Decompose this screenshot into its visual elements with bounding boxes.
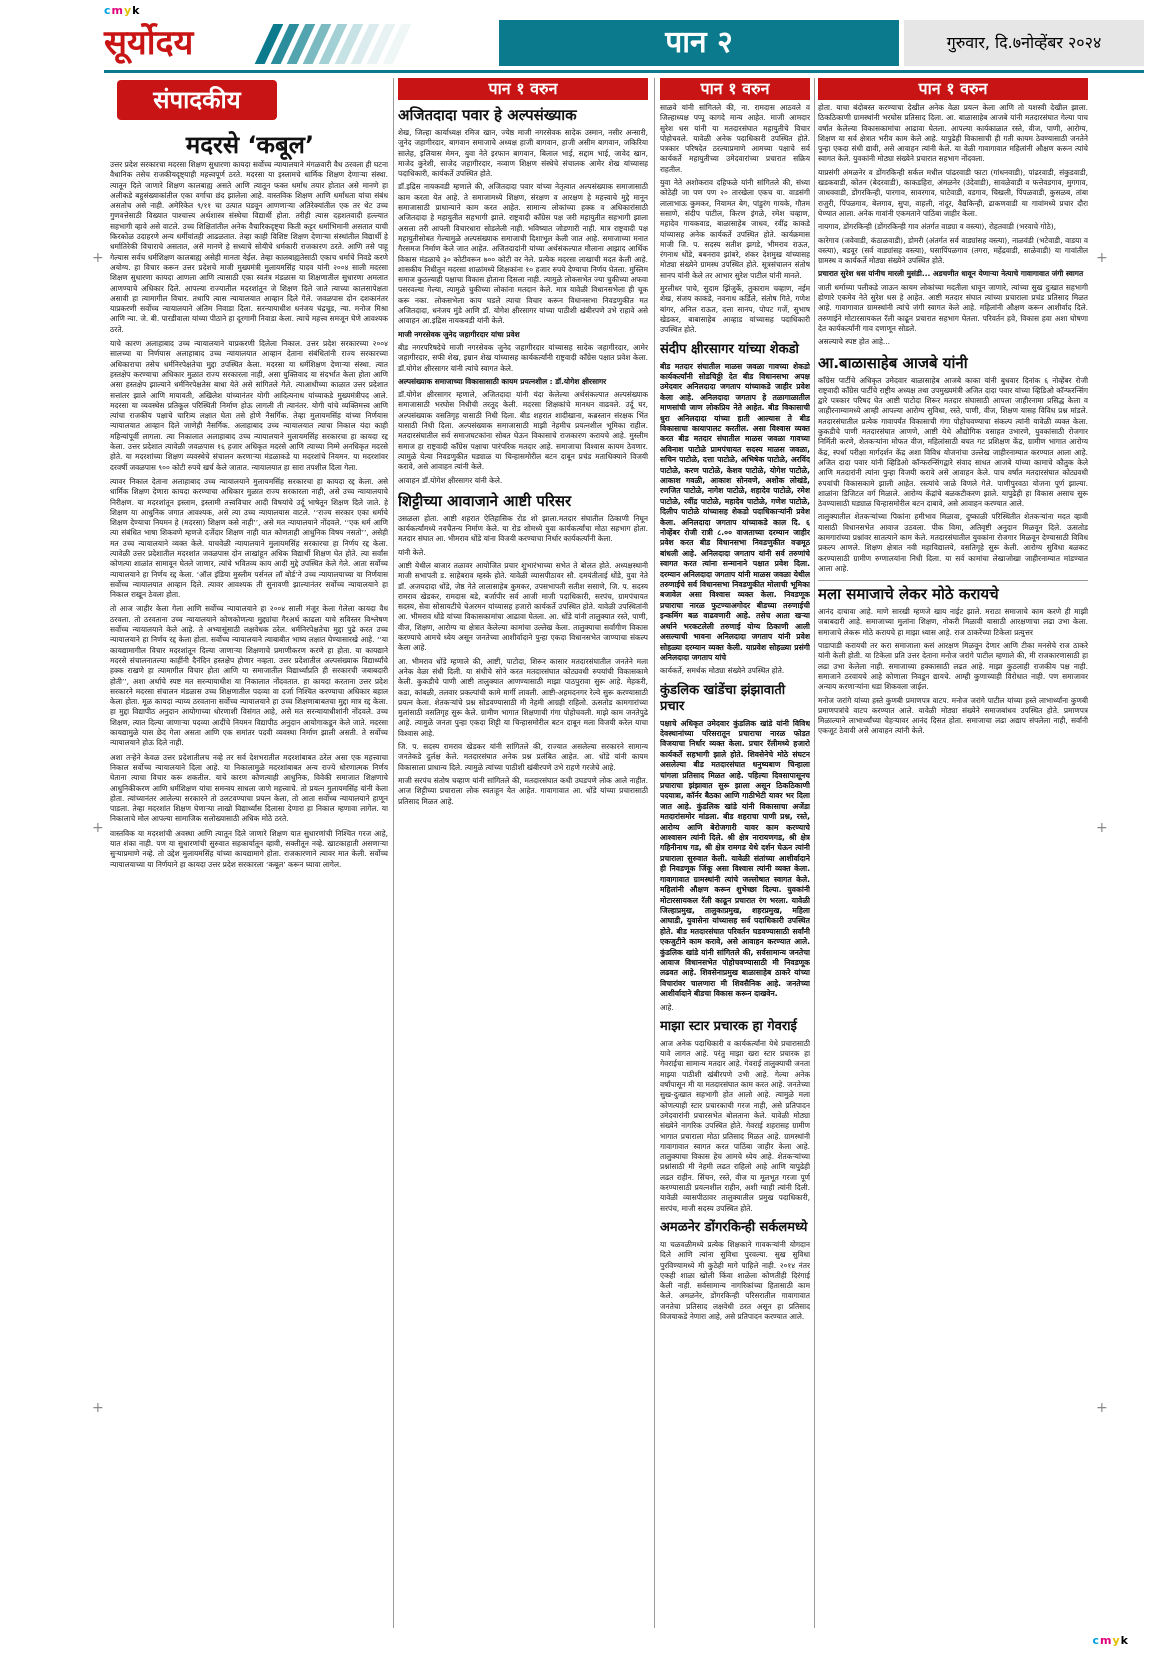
article-paragraph: कार्यकर्ते, समर्थक मोठ्या संख्येने उपस्थित होते.: [660, 666, 785, 676]
article-paragraph: आनंद दाचावा आहे. माणे सारखी म्हणजे खाय नाईट झाले. मराठा समाजाचे काम करणे ही माझी जबाबदारी आहे. समाजाच्या मुलांना शिक्षण, नोकरी मिळावी यासाठी आरक्षणाचा लढा उभा केला. समाजाचे लेकरू मोठे करायचे हा माझा ध्यास आहे. राज ठाकरेंच्या टिकेला प्रत्युत्तर: [818, 607, 1088, 637]
column-divider: [393, 78, 394, 1628]
column-continued-1: [398, 78, 648, 1630]
article-paragraph: साळवे यांनी सांगितले की, ना. रामदास आठवले व जिल्हाध्यक्ष पप्पू कागदे मान्य आहेत. माजी आमदार सुरेश धस यांनी या मतदारसंघात महायुतीचे विचार पोहोचवले. यावेळी अनेक पदाधिकारी उपस्थित होते. पत्रकार परिषदेत ठरल्याप्रमाणे आमच्या पक्षाचे सर्व कार्यकर्ते महायुतीच्या उमेदवारांच्या प्रचारात सक्रिय राहतील.: [660, 103, 810, 174]
article-paragraph: कारेगाव (जवेवाडी, कंठाळवाडी), डोमरी (अंतर्गत सर्व वाड्यांसह वस्त्या), नाळवंडी (भटेवाडी, वाडया व वस्त्या), बडवूर (सर्व वाड्यांसह वस्त्या), घसापिंपळगाव (तगरा, महेंद्रवाडी, साळेवाडी) या गावांतील ग्रामस्थ व कार्यकर्ते मोठ्या संख्येने उपस्थित होते.: [818, 235, 1088, 266]
continued-banner: पान १ वरुन: [818, 78, 1088, 100]
column-continued-2-content: [660, 78, 810, 1630]
article-paragraph: मुरलीधर पाचे, सुदाम झिंजुर्के, तुकाराम चव्हाण, नईम शेख, संजय काकडे, नवनाथ कर्डिले, संतोष गिते, गणेश बांगर, अनिल राऊत, दत्ता सानप, पोपट गर्जे, सुभाष खेडकर, बाबासाहेब आव्हाड यांच्यासह पदाधिकारी उपस्थित होते.: [660, 284, 810, 335]
article-paragraph: तालुक्यातील शेतकऱ्यांच्या पिकांना हमीभाव मिळावा, दुष्काळी परिस्थितीत शेतकऱ्यांना मदत व्हावी यासाठी विधानसभेत आवाज उठवला. पीक विमा, अतिवृष्टी अनुदान मिळवून दिले. ऊसतोड कामगारांच्या प्रश्नांवर सातत्याने काम केले. मतदारसंघातील युवकांना रोजगार मिळवून देण्यासाठी विविध प्रकल्प आणले. शिक्षण क्षेत्रात नवी महाविद्यालये, वसतिगृहे सुरू केली. आरोग्य सुविधा बळकट करण्यासाठी ग्रामीण रुग्णालयांना निधी दिला. या सर्व कामांचा लेखाजोखा जाहीरनाम्यात मांडण्यात आला आहे.: [818, 512, 1088, 573]
article-headline: माझा स्टार प्रचारक हा गेवराई: [660, 1018, 797, 1034]
editorial-paragraph: तो आज जाहीर केला गेला आणि सर्वोच्च न्यायालयाने हा २००४ साली मंजूर केला गेलेला कायदा वैध ठरवला. तो ठरवताना उच्च न्यायालयाने कोणकोणत्या मुद्द्यांचा गैरअर्थ काढला याचे सविस्तर विश्लेषण सर्वोच्च न्यायालयाने केले आहे. ते अभ्यासूंसाठी लक्षवेधक ठरेल. धर्मनिरपेक्षतेचा मुद्दा पुढे करत उच्च न्यायालयाने हा निर्णय रद्द केला होता. सर्वोच्च न्यायालयाने त्याबाबीत भाष्य लक्षात घेण्यासारखे आहे. ‘‘या कायद्यामागील विचार मदरशांतून दिल्या जाणाऱ्या शिक्षणाचे प्रमाणीकरण करणे हा होता. या कायद्याने मदरसे संचालनातल्या काहींनी दैनंदिन हस्तक्षेप होणार नव्हता. उत्तर प्रदेशातील अल्पसंख्याक विद्यार्थ्यांचे हक्क राखणे हा त्यामागील विचार होता आणि या समाजातील विद्यार्थ्यांप्रति ही सरकारची जबाबदारी होती’’, अशा अर्थाचे स्पष्ट मत सरन्यायाधीश या निकालात नोंदवतात. हा कायदा करताना उत्तर प्रदेश सरकारने मदरसा संचालन मंडळास उच्च शिक्षणातील पदव्या वा दर्जा निश्चित करण्याचा अधिकार बहाल केला होता. मूळ कायदा न्याय्य ठरवताना सर्वोच्च न्यायालयाने हा उच्च शिक्षणाबाबतचा मुद्दा मात्र रद्द केला. हा मुद्दा विद्यापीठ अनुदान आयोगाच्या धोरणाशी विसंगत आहे, असे मत सरन्यायाधीशांनी नोंदवले. उच्च शिक्षण, त्यात दिल्या जाणाऱ्या पदव्या आदींचे नियमन विद्यापीठ अनुदान आयोगाकडून केले जाते. मदरसा कायद्यामुळे यास छेद गेला असता आणि एक समांतर पदवी व्यवस्था निर्माण झाली असती. ते सर्वोच्च न्यायालयाने होऊ दिले नाही.: [110, 604, 388, 748]
article-paragraph: आष्टी येथील बाजार तळावर आयोजित प्रचार शुभारंभाच्या सभेत ते बोलत होते. अध्यक्षस्थानी माजी सभापती ड. साहेबराव म्हस्के होते. यावेळी व्यासपीठावर सौ. दमयंतीताई धोंडे, युवा नेते डॉ. अजयदादा धोंडे, जेष्ठ नेते लालासाहेब कुमकर, उपसभापती सतीश ससाणे, जि. प. सदस्य रामराव खेडकर, रामदास बडे, बर्जापीर सर्व आजी माजी पदाधिकारी, सरपंच, ग्रामपंचायत सदस्य, सेवा सोसायटीचे चेअरमन यांच्यासह हजारो कार्यकर्ते उपस्थित होते. यावेळी उपस्थितांनी आ. भीमराव धोंडे यांच्या विकासकामांचा आढावा घेतला. आ. धोंडे यांनी तालुक्यात रस्ते, पाणी, वीज, शिक्षण, आरोग्य या क्षेत्रात केलेल्या कामांचा उल्लेख केला. तालुक्याचा सर्वांगीण विकास करण्याचे आमचे ध्येय असून जनतेच्या आशीर्वादाने पुन्हा एकदा विधानसभेत जाण्याचा संकल्प केला आहे.: [398, 560, 648, 653]
article-paragraph: या चळवळीमध्ये प्रत्येक शिक्षकाने गावकऱ्यांनी योगदान दिले आणि त्यांना सुविधा पुरवल्या. सुख सुविधा पुरविण्यामध्ये मी कुठेही मागे पाहिले नाही. २०१४ नंतर एकही शाळा खोली किंवा शाळेला कोणतीही दिरंगाई केली नाही. सर्वसामान्य नागरिकांच्या हितासाठी काम केले. अमळनेर, डोंगरकिन्ही परिसरातील गावागावात जनतेचा प्रतिसाद लक्षवेधी ठरत असून हा प्रतिसाद विजयाकडे नेणारा आहे, असे प्रतिपादन करण्यात आले.: [660, 1239, 810, 1321]
article-headline: संदीप क्षीरसागर यांच्या शेकडो: [660, 341, 799, 357]
article-subheading: प्रचारात सुरेश धस यांनीच मारली मुसंडी... अडचणीत धावून येणाऱ्या नेत्याचे गावागावात जंगी स्वागत: [818, 269, 1084, 279]
registration-mark-icon: +: [92, 820, 104, 836]
column-divider: [654, 78, 655, 1628]
masthead: [104, 20, 1144, 68]
article-paragraph: काँग्रेस पार्टीचे अधिकृत उमेदवार बाळासाहेब आजबे काका यांनी बुधवार दिनांक ६ नोव्हेंबर रोजी राष्ट्रवादी काँग्रेस पार्टीचे राष्ट्रीय अध्यक्ष तथा उपमुख्यमंत्री अजित दादा पवार यांच्या व्हिडिओ कॉन्फरन्सिंग द्वारे पत्रकार परिषद घेत आष्टी पाटोदा शिरूर मतदार संघासाठी आपला जाहीरनामा प्रसिद्ध केला व जाहीरनाम्यामध्ये आम्ही आपल्या आरोग्य सुविधा, रस्ते, पाणी, वीज, शिक्षण यासह विविध प्रश्न मांडले. मतदारसंघातील प्रत्येक गावापर्यंत विकासाची गंगा पोहोचवण्याचा संकल्प त्यांनी यावेळी व्यक्त केला. कुकडीचे पाणी मतदारसंघात आणणे, आष्टी येथे औद्योगिक वसाहत उभारणे, युवकांसाठी रोजगार निर्मिती करणे, शेतकऱ्यांना मोफत वीज, महिलांसाठी बचत गट प्रशिक्षण केंद्र, ग्रामीण भागात आरोग्य केंद्र, स्पर्धा परीक्षा मार्गदर्शन केंद्र अशा विविध योजनांचा उल्लेख जाहीरनाम्यात करण्यात आला आहे. अजित दादा पवार यांनी व्हिडिओ कॉन्फरन्सिंगद्वारे संवाद साधत आजबे यांच्या कामाचे कौतुक केले आणि मतदारांनी त्यांना पुन्हा विजयी करावे असे आवाहन केले. पाच वर्षांत मतदारसंघात कोट्यवधी रुपयांची विकासकामे झाली आहेत. रस्त्यांचे जाळे विणले गेले. पाणीपुरवठा योजना पूर्ण झाल्या. शाळांना डिजिटल वर्ग मिळाले. आरोग्य केंद्रांचे बळकटीकरण झाले. यापुढेही हा विकास असाच सुरू ठेवण्यासाठी घड्याळ चिन्हासमोरील बटन दाबावे, असे आवाहन करण्यात आले.: [818, 375, 1088, 509]
article-paragraph: आज अनेक पदाधिकारी व कार्यकर्त्यांना येथे प्रचारासाठी यावे लागत आहे. परंतु माझा खरा स्टार प्रचारक हा गेवराईचा सामान्य मतदार आहे. गेवराई तालुक्याची जनता माझ्या पाठीशी खंबीरपणे उभी आहे. गेल्या अनेक वर्षांपासून मी या मतदारसंघात काम करत आहे. जनतेच्या सुख-दुःखात सहभागी होत आलो आहे. त्यामुळे मला कोणत्याही स्टार प्रचारकाची गरज नाही, असे प्रतिपादन उमेदवारांनी प्रचारसभेत बोलताना केले. यावेळी मोठ्या संख्येने नागरिक उपस्थित होते. गेवराई शहरासह ग्रामीण भागात प्रचाराला मोठा प्रतिसाद मिळत आहे. ग्रामस्थांनी गावागावात स्वागत करत पाठिंबा जाहीर केला आहे. तालुक्याचा विकास हेच आमचे ध्येय आहे. शेतकऱ्यांच्या प्रश्नांसाठी मी नेहमी लढत राहिलो आहे आणि यापुढेही लढत राहीन. सिंचन, रस्ते, वीज या मूलभूत गरजा पूर्ण करण्यासाठी प्रयत्नशील राहीन, अशी ग्वाही त्यांनी दिली. यावेळी व्यासपीठावर तालुक्यातील प्रमुख पदाधिकारी, सरपंच, माजी सदस्य उपस्थित होते.: [660, 1038, 810, 1213]
column-continued-3: [818, 78, 1088, 1630]
article-headline: अमळनेर डोंगरकिन्ही सर्कलमध्ये: [660, 1219, 808, 1235]
registration-mark-icon: +: [1096, 1400, 1108, 1416]
decorative-stripes: [254, 24, 494, 64]
article-paragraph: युवा नेते अशोकराव दहिफळे यांनी सांगितले की, संध्या कोठेही जा पण पण २० तारखेला एकच या. वाडसंगी लालाभाऊ कुमकर, नियामत बेग, पांडुरंग गायके, गौतम ससाणे, संदीप पाटील, किरण इंगळे, रमेश चव्हाण, महादेव गायकवाड, बाळासाहेब जाधव, रवींद्र काकडे यांच्यासह अनेक कार्यकर्ते उपस्थित होते. कार्यक्रमास माजी जि. प. सदस्य सतीश झगडे, भीमराव राऊत, रंगनाथ धोंडे, बबनराव झांबरे, शंकर देशमुख यांच्यासह मोठ्या संख्येने ग्रामस्थ उपस्थित होते. सूत्रसंचालन संतोष सानप यांनी केले तर आभार सुरेश पाटील यांनी मानले.: [660, 178, 810, 280]
article-lead-paragraph: बीड मतदार संघातील माळस जवळा गावच्या शेकडो कार्यकर्त्यांनी सोडचिठ्ठी देत बीड विधानसभा अपक्ष उमेदवार अनिलदादा जगताप यांच्याकडे जाहीर प्रवेश केला आहे. अनिलदादा जगताप हे तळागाळातील माणसांची जाण लोकप्रिय नेते आहेत. बीड विकासाची धुरा अनिलदादा यांच्या हाती आल्यास ते बीड विकासाचा कायापालट करतील. असा विश्वास व्यक्त करत बीड मतदार संघातील माळस जवळा गावच्या अविनाश पाटोळे प्रामपंचायत सदस्य माळस जवळा, सचिन पाटोळे, दत्ता पाटोळे, अभिषेक पाटोळे, अरविंद पाटोळे, करण पाटोळे, केशव पाटोळे, योगेश पाटोळे, आकाश गवळी, आकाश सोनवणे, अशोक लोखंडे, रणजित पाटोळे, नागेश पाटोळे, शहादेव पाटोळे, रमेश पाटोळे, रवींद्र पाटोळे, महादेव पाटोळे, गणेश पाटोळे, दिलीप पाटोळे यांच्यासह शेकडो पदाधिकाऱ्यांनी प्रवेश केला. अनिलदादा जगताप यांच्याकडे काल दि. ६ नोव्हेंबर रोजी रात्री ८.०० वाजताच्या दरम्यान जाहीर प्रवेश करत बीड विधानसभा निवडणुकीत वज्रमूठ बांधली आहे. अनिलदादा जगताप यांनी सर्व तरुणांचे स्वागत करत त्यांना सन्मानाने पक्षात प्रवेश दिला. दरम्यान अनिलदादा जगताप यांनी माळस जवळा येथील तरुणाईचे सर्व विधानसभा निवडणुकीत मोलाची भूमिका बजावेल असा विश्वास व्यक्त केला. निवडणूक प्रचाराचा नारळ फुटण्याअगोदर बीडच्या तरुणाईची इन्कमिंग बळ वाढवणारी आहे. तसेच आता खऱ्या अर्थाने भरकटलेली तरुणाई योग्य ठिकाणी आली असल्याची भावना अनिलदादा जगताप यांनी प्रवेश सोहळ्या दरम्यान व्यक्त केली. याप्रवेश सोहळ्या प्रसंगी अनिलदादा जगताप यांचे: [660, 361, 810, 662]
editorial-paragraph: वास्तविक या मदरशांची अवस्था आणि त्यातून दिले जाणारे शिक्षण यात सुधारणांची निश्चित गरज आहे, यात शंका नाही. पण या सुधारणांची सुरुवात सहकार्यातून व्हावी, सक्तीतून नव्हे. खाटकाहाती असणाऱ्या सुऱ्याप्रमाणे नव्हे. तो उद्देश मुलायमसिंह यांच्या कायद्यामागे होता. राजकारणाने त्यावर मात केली. सर्वोच्च न्यायालयाच्या या निर्णयाने हा कायदा उत्तर प्रदेश सरकारला ‘कबूल’ करून घ्यावा लागेल.: [110, 828, 388, 869]
article-subheading: अल्पसंख्याक समाजाच्या विकासासाठी कायम प्रयत्नशील : डॉ.योगेश क्षीरसागर: [398, 376, 607, 386]
continued-banner: पान १ वरुन: [660, 78, 810, 100]
editorial-paragraph: त्यावर निकाल देताना अलाहाबाद उच्च न्यायालयाने मुलायमसिंह सरकारचा हा कायदा रद्द केला. असे धार्मिक शिक्षण देणारा कायदा करण्याचा अधिकार मुळात राज्य सरकारला नाही, असे उच्च न्यायालयाचे निरीक्षण. या मदरशांतून इस्लाम, इस्लामी तत्त्वविचार आदी विषयांचे उर्दू भाषेतून शिक्षण दिले जाते. हे शिक्षण या आधुनिक जगात आवश्यक, असे त्या उच्च न्यायालयास वाटले. ‘‘राज्य सरकार एका धर्माचे शिक्षण देण्याचा नियमन हे (मदरसा) शिक्षण कसे नाही’’, असे मत न्यायालयाने नोंदवले. ‘‘एक धर्म आणि त्या संबंधित भाषा शिकवणे म्हणजे दर्जेदार शिक्षण नाही यात कोणताही आधुनिक विषय नसतो’’, असेही मत उच्च न्यायालयाने व्यक्त केले. याचवेळी न्यायालयाने मुलायमसिंह सरकारचा हा निर्णय रद्द केला. त्यावेळी उत्तर प्रदेशातील मदरशांत जवळपास दोन लाखांहून अधिक विद्यार्थी शिक्षण घेत होते. त्या सर्वांस कोणत्या शाळांत सामावून घेतले जाणार, त्यांचे भवितव्य काय आदी मुद्दे उपस्थित केले गेले. आता सर्वोच्च न्यायालयाने हा निर्णय रद्द केला. ‘ऑल इंडिया मुस्लीम पर्सनल लॉ बोर्ड’ने उच्च न्यायालयाच्या या निर्णयास सर्वोच्च न्यायालयात आव्हान दिले. त्यावर आवश्यक ती सुनावणी झाल्यानंतर सर्वोच्च न्यायालयाने हा निकाल राखून ठेवला होता.: [110, 476, 388, 600]
article-paragraph: यांनी केले.: [398, 547, 426, 557]
column-divider: [814, 78, 815, 1628]
article-paragraph: मनोज जरांगे यांच्या हस्ते कुणबी प्रमाणपत्र वाटप. मनोज जरांगे पाटील यांच्या हस्ते लाभार्थ्यांना कुणबी प्रमाणपत्रांचे वाटप करण्यात आले. यावेळी मोठ्या संख्येने समाजबांधव उपस्थित होते. प्रमाणपत्र मिळाल्याने लाभार्थ्यांच्या चेहऱ्यावर आनंद दिसत होता. समाजाचा लढा अद्याप संपलेला नाही, सर्वांनी एकजूट ठेवावी असे आवाहन त्यांनी केले.: [818, 695, 1088, 736]
article-paragraph: आ. भीमराव धोंडे म्हणाले की, आष्टी, पाटोदा, शिरूर कासार मतदारसंघातील जनतेने मला अनेक वेळा संधी दिली. या संधीचे सोने करत मतदारसंघात कोट्यवधी रुपयांची विकासकामे केली. कुकडीचे पाणी आष्टी तालुक्यात आणण्यासाठी माझा पाठपुरावा सुरू आहे. मेहकरी, कडा, कांबळी, तलवार प्रकल्पांची कामे मार्गी लावली. आष्टी-अहमदनगर रेल्वे सुरू करण्यासाठी प्रयत्न केला. शेतकऱ्यांचे प्रश्न सोडवण्यासाठी मी नेहमी आग्रही राहिलो. ऊसतोड कामगारांच्या मुलांसाठी वसतिगृह सुरू केले. ग्रामीण भागात शिक्षणाची गंगा पोहोचवली. माझे काम जनतेपुढे आहे. त्यामुळे जनता पुन्हा एकदा शिट्टी या चिन्हासमोरील बटन दाबून मला विजयी करेल याचा विश्वास आहे.: [398, 656, 648, 738]
print-color-mark-top: cmyk: [104, 4, 141, 17]
article-paragraph: आहे.: [660, 1002, 674, 1012]
newspaper-logo: सूर्योदय: [104, 23, 194, 63]
article-paragraph: आवाहन डॉ.योगेश क्षीरसागर यांनी केले.: [398, 475, 503, 485]
article-headline: शिट्टीच्या आवाजाने आष्टी परिसर: [398, 491, 572, 510]
article-headline: मला समाजाचे लेकर मोठे करायचे: [818, 580, 1088, 603]
article-headline: आ.बाळासाहेब आजबे यांनी: [818, 353, 968, 372]
article-paragraph: नायगाव, डोंगरकिन्ही (डोंगरकिन्ही गाव अंतर्गत वाड्या व वस्त्या), रोहतवाडी (भरवाचे गोठे),: [818, 222, 1057, 232]
article-paragraph: होता. याचा बंदोबस्त करण्याचा देखील अनेक वेळा प्रयत्न केला आणि तो यशस्वी देखील झाला. ठिकठिकाणी ग्रामस्थांनी भरघोस प्रतिसाद दिला. आ. बाळासाहेब आजबे यांनी मतदारसंघात गेल्या पाच वर्षांत केलेल्या विकासकामांचा आढावा घेतला. आपल्या कार्यकाळात रस्ते, वीज, पाणी, आरोग्य, शिक्षण या सर्व क्षेत्रात भरीव काम केले आहे. यापुढेही विकासाची ही गती कायम ठेवण्यासाठी जनतेने पुन्हा एकदा संधी द्यावी, असे आवाहन त्यांनी केले. या वेळी गावागावात महिलांनी औक्षण करून त्यांचे स्वागत केले. युवकांनी मोठ्या संख्येने प्रचारात सहभाग नोंदवला.: [818, 103, 1088, 164]
print-color-mark-bottom: cmyk: [1092, 1634, 1129, 1647]
article-paragraph: शेख, जिल्हा कार्याध्यक्ष रमिज खान, ज्येष्ठ माजी नगरसेवक सादेक उस्मान, नसीर अन्सारी, जुनेद जहागीरदार, बागवान समाजाचे अध्यक्ष हाजी बागवान, हाजी असीम बागवान, जकिरिया सालेह, इलियास मेमन, युवा नेते इरफान बागवान, बिलाल भाई, सद्दाम भाई, जावेद खान, माजेद कुरेशी, साजेद जहागीरदार, नव्वाण शिक्षण संस्थेचे संचालक आमेर शेख यांच्यासह पदाधिकारी, कार्यकर्ते उपस्थित होते.: [398, 128, 648, 179]
editorial-paragraph: अशा तऱ्हेने केवळ उत्तर प्रदेशातीलच नव्हे तर सर्व देशभरातील मदरशांबाबत ठरेल असा एक महत्त्वाचा निकाल सर्वोच्च न्यायालयाने दिला आहे. या निकालामुळे मदरशांबाबत अन्य राज्ये धोरणात्मक निर्णय घेताना त्याचा विचार करू शकतील. याचे कारण कोणत्याही आधुनिक, विवेकी समाजात शिक्षणाचे आधुनिकीकरण आणि धर्मशिक्षण यांचा समन्वय साधला जाणे महत्त्वाचे. तो प्रयत्न मुलायमसिंह यांनी केला होता. त्यांच्यानंतर आलेल्या सरकारने तो उलटवण्याचा प्रयत्न केला, तो आता सर्वोच्च न्यायालयाने हाणून पाडला. तेव्हा मदरशांत शिक्षण घेणाऱ्या लाखो विद्यार्थ्यांस दिलासा देणारा हा निकाल म्हणावा लागेल. या निकालाचे मोल आपल्या सामाजिक सलोख्यासाठी अधिक मोठे ठरते.: [110, 752, 388, 824]
editorial-paragraph: उत्तर प्रदेश सरकारचा मदरसा शिक्षण सुधारणा कायदा सर्वोच्च न्यायालयाने मंगळवारी वैध ठरवला ही घटना वैधानिक तसेच राजकीयदृष्ट्याही महत्त्वपूर्ण ठरते. मदरसा या इस्लामचे धार्मिक शिक्षण देणाऱ्या संस्था. त्यातून दिले जाणारे शिक्षण कालबाह्य असते आणि त्यातून फक्त धर्मांध तयार होतात असे मानणे हा अलीकडे बहुसंख्याकांतील एका वर्गाचा छंद झालेला आहे. वास्तविक शिक्षण आणि धर्मांधता यांचा संबंध असतोच असे नाही. अमेरिकेत ९/११ चा उत्पात घडवून आणणाऱ्या अतिरेक्यांतील एक तर थेट उच्च गुणवत्तेसाठी विख्यात पाश्चात्त्य अर्थशास्त्र संस्थेचा विद्यार्थी होता. तरीही त्यास दहशतवादी हल्ल्यात सहभागी व्हावे असे वाटले. उच्च शिक्षितांतील अनेक वैचारिकदृष्ट्या किती कट्टर धर्माभिमानी असतात याची किरकोळ उदाहरणे अन्य धर्मीयांतही आढळतात. तेव्हा काही विशिष्ट शिक्षण देणाऱ्या संस्थांतील विद्यार्थी हे धर्मातिरेकी विचाराचे असतात, असे मानणे हे सध्याचे सोयीचे धर्मकारी राजकारण ठरते. आणि तसे पाहू गेल्यास सर्वच धर्मशिक्षण कालबाह्य असेही मानता येईल. तेव्हा कालबाह्यतेसाठी एकाच धर्माचे निवडे करणे अयोग्य. हा विचार करून उत्तर प्रदेशचे माजी मुख्यमंत्री मुलायमसिंह यादव यांनी २००४ साली मदरसा शिक्षण सुधारणा कायदा आणला आणि त्यासाठी एका स्वतंत्र मंडळास या शिक्षणातील सुधारणा अमलात आणण्याचे अधिकार दिले. आपल्या राज्यातील मदरशांतून जे शिक्षण दिले जाते त्याच्या कालसापेक्षता असावी हा त्यामागील विचार. तथापि त्यास न्यायालयात आव्हान दिले गेले. जवळपास दोन दशकानंतर याप्रकरणी सर्वोच्च न्यायालयाने अंतिम निवाडा दिला. सरन्यायाधीश धनंजय चंद्रचूड, न्या. मनोज मिश्रा आणि न्या. जे. बी. पारडीवाला यांच्या पीठाने हा दूरगामी निवाडा केला. त्याचे महत्त्व समजून घेणे आवश्यक ठरते.: [110, 160, 388, 334]
header-rule: [104, 70, 1144, 73]
issue-date: गुरुवार, दि.७नोव्हेंबर २०२४: [904, 20, 1144, 66]
page-number-label: पान २: [499, 20, 899, 66]
article-paragraph: जि. प. सदस्य रामराव खेडकर यांनी सांगितले की, राज्यात असलेल्या सरकारने सामान्य जनतेकडे दुर्लक्ष केले. मतदारसंघात अनेक प्रश्न प्रलंबित आहेत. आ. धोंडे यांनी कायम विकासाला प्राधान्य दिले. त्यामुळे त्यांच्या पाठीशी खंबीरपणे उभे राहणे गरजेचे आहे.: [398, 742, 648, 772]
editorial-paragraph: याचे कारण अलाहाबाद उच्च न्यायालयाने याप्रकरणी दिलेला निकाल. उत्तर प्रदेश सरकारच्या २००४ सालच्या या निर्णयास अलाहाबाद उच्च न्यायालयात आव्हान देताना संबंधितांनी राज्य सरकारच्या अधिकाराचा तसेच धर्मनिरपेक्षतेचा मुद्दा उपस्थित केला. मदरसा या धर्मशिक्षण देणाऱ्या संस्था. त्यात हस्तक्षेप करण्याचा अधिकार मुळात राज्य सरकारला नाही, असा युक्तिवाद या संदर्भात केला होता आणि असा हस्तक्षेप झाल्याने धर्मनिरपेक्षतेस बाधा येते असे सांगितले गेले. त्याआधीच्या काळात उत्तर प्रदेशात सत्तांतर झाले आणि मायावती, अखिलेश यांच्यानंतर योगी आदित्यनाथ यांच्याकडे मुख्यमंत्रीपद आले. मदरसा या व्यवस्थेस प्रतिकूल परिस्थिती निर्माण होऊ लागली ती त्यानंतर. योगी यांचे व्यक्तिमत्त्व आणि त्यांचा राजकीय पक्षाचे चारित्र्य लक्षात घेता तसे होणे नैसर्गिक. तेव्हा मुलायमसिंह यांच्या निर्णयास न्यायालयात आव्हान दिले जाणेही नैसर्गिक. अलाहाबाद उच्च न्यायालयात त्याचा निकाल यंदा काही महिन्यांपूर्वी लागला. त्या निकालात अलाहाबाद उच्च न्यायालयाने मुलायमसिंह सरकारचा हा कायदा रद्द केला. उत्तर प्रदेशात त्यावेळी जवळपास १६ हजार अधिकृत मदरसे आणि त्याच्या निम्मे अनधिकृत मदरसे होते. या मदरशांच्या शिक्षण व्यवस्थेचे संचालन करणाऱ्या मंडळाकडे या मदरशांचे नियमन. या मदरशांवर दरवर्षी जवळपास ९०० कोटी रुपये खर्च केले जातात. न्यायालयात हा सारा तपशील दिला गेला.: [110, 339, 388, 472]
registration-mark-icon: +: [1096, 250, 1108, 266]
editorial-body: [110, 160, 388, 1630]
article-subheading: माजी नगरसेवक जुनेद जहागीरदार यांचा प्रवेश: [398, 329, 520, 339]
article-paragraph: बीड नगरपरिषदेचे माजी नगरसेवक जुनेद जहागीरदार यांच्यासह सादेक जहागीरदार, आमेर जहागीरदार, सफी शेख, इम्रान शेख यांच्यासह कार्यकर्त्यांनी राष्ट्रवादी काँग्रेस पक्षात प्रवेश केला. डॉ.योगेश क्षीरसागर यांनी त्यांचे स्वागत केले.: [398, 342, 648, 373]
registration-mark-icon: +: [1096, 820, 1108, 836]
article-paragraph: उसळला होता. आष्टी शहरात ऐतिहासिक रोड शो झाला.मतदार संघातील ठिकाणी निघून कार्यकर्त्यांमध्ये नवचैतन्य निर्माण केले. या रोड शोमध्ये युवा कार्यकर्त्यांचा मोठा सहभाग होता. मतदार संघात आ. भीमराव धोंडे यांना विजयी करण्याचा निर्धार कार्यकर्त्यांनी केला.: [398, 513, 648, 544]
registration-mark-icon: +: [92, 1400, 104, 1416]
editorial-banner: संपादकीय: [117, 80, 277, 120]
article-paragraph: माजी सरपंच संतोष चव्हाण यांनी सांगितले की, मतदारसंघात कधी उघडपणे लोक आले नाहीत. आज शिट्टीच्या प्रचाराला लोक स्वतःहून येत आहेत. गावागावात आ. धोंडे यांच्या प्रचारासाठी प्रतिसाद मिळत आहे.: [398, 775, 648, 806]
registration-mark-icon: +: [92, 250, 104, 266]
article-paragraph: जाती धर्माच्या पलीकडे जाऊन कायम लोकांच्या मदतीला धावून जाणारे, त्यांच्या सुख दुःखात सहभागी होणारे एकमेव नेते सुरेश धस हे आहेत. आष्टी मतदार संघात त्यांच्या प्रचाराला प्रचंड प्रतिसाद मिळत आहे. गावागावात ग्रामस्थांनी त्यांचे जंगी स्वागत केले आहे. महिलांनी औक्षण करून आशीर्वाद दिले. तरुणाईने मोटारसायकल रॅली काढून प्रचारात सहभाग घेतला. परिवर्तन हवे, विकास हवा अशा घोषणा देत कार्यकर्त्यांनी गाव दणाणून सोडले.: [818, 282, 1088, 333]
article-paragraph: पाडापाडी करायची तर करा समाजाला कसं आरक्षण मिळवून देणार आणि टीका मनसेचे राज ठाकरे यांनी केली होती. या टिकेला प्रति उत्तर देताना मनोज जरांगे पाटील म्हणाले की, मी राजकारणासाठी हा लढा उभा केलेला नाही. समाजाच्या हक्कासाठी लढत आहे. माझा कुठलाही राजकीय पक्ष नाही. समाजाने ठरवायचे आहे कोणाला निवडून द्यायचे. आम्ही कुणाच्याही विरोधात नाही. पण समाजावर अन्याय करणाऱ्यांना धडा शिकवला जाईल.: [818, 641, 1088, 692]
article-paragraph: डॉ.इद्रिस नायकवडी म्हणाले की, अजितदादा पवार यांच्या नेतृत्वात अल्पसंख्याक समाजासाठी काम करता येत आहे. ते समाजामध्ये शिक्षण, संरक्षण व आरक्षण हे महत्त्वाचे मुद्दे मानून समाजासाठी प्राधान्याने काम करत आहेत. सामान्य लोकांच्या हक्क व अधिकारांसाठी अजितदादा हे महायुतीत सहभागी झाले. राष्ट्रवादी काँग्रेस पक्ष जरी महायुतीत सहभागी झाला असला तरी आपली विचारधारा सोडलेली नाही. भविष्यात जोडणारी नाही. मात्र राष्ट्रवादी पक्ष महायुतीसोबत गेल्यामुळे अल्पसंख्याक समाजाची दिशाभूल केली जात आहे. समाजाच्या मनात गैरसमज निर्माण केले जात आहेत. अजितदादांनी यांच्या अर्थसंकल्पात मौलाना आझाद आर्थिक विकास मंडळाचे ३० कोटीवरून ७०० कोटी वर नेले. प्रत्येक मदरसा लाखाची मदत केली आहे. शासकीय निधीतून मदरसा शाळांमध्ये शिक्षकांना १० हजार रुपये देण्याचा निर्णय घेतला. मुस्लिम समाज कुठल्याही पक्षाचा विकास होताना दिसला नाही. त्यामुळे लोकसभेत ज्या चुकीच्या अफवा पसरवल्या गेल्या, त्यामुळे चुकीच्या लोकांना मतदान केले. मात्र यावेळी विधानसभेला ही चूक करू नका. लोकसभेला काय घडले त्याचा विचार करून विधानसभा निवडणुकीत मत अजितदादा, धनंजय मुंडे आणि डॉ. योगेश क्षीरसागर यांच्या पाठीशी खंबीरपणे उभे राहावे असे आवाहन आ.इद्रिस नायकवडी यांनी केले.: [398, 182, 648, 326]
article-paragraph: याप्रसंगी अंमळनेर व डोंगरकिन्ही सर्कल मधील पांढरवाडी फाटा (गांधनवाडी), पांढरवाडी, संकुडवाडी, खडकवाडी, कोतन (बेदरवाडी), काकडहिरा, अंमळनेर (उंदेवाडी), सावळेवाडी व फत्तेवडगाव, मुगगाव, जाधववाडी, डोंगरकिन्ही, पारगाव, सावरगाव, घाटेवाडी, वडगाव, चिखली, पिंपळवाडी, कुसळब, तांबा राजुरी, पिंपळगाव, बेलगाव, सुपा, वाहली, नांदूर, वैद्यकिन्ही, ढाकणवाडी या गावांमध्ये प्रचार दौरा घेण्यात आला. अनेक गावांनी एकमताने पाठिंबा जाहीर केला.: [818, 167, 1088, 218]
article-paragraph: असल्याचे स्पष्ट होत आहे...: [818, 337, 890, 347]
continued-banner: पान १ वरुन: [398, 78, 648, 100]
article-paragraph: डॉ.योगेश क्षीरसागर म्हणाले, अजितदादा यांनी यंदा केलेल्या अर्थसंकल्पात अल्पसंख्याक समाजासाठी भरघोस निधीची तरतूद केली. मदरसा शिक्षकांचे मानधन वाढवले. उर्दू घर, अल्पसंख्याक वसतिगृह यासाठी निधी दिला. बीड शहरात शादीखाना, कब्रस्तान संरक्षक भिंत यासाठी निधी दिला. अल्पसंख्याक समाजासाठी माझी नेहमीच प्रयत्नशील भूमिका राहील. मतदारसंघातील सर्व समाजघटकांना सोबत घेऊन विकासाचे राजकारण करायचे आहे. मुस्लीम समाज हा राष्ट्रवादी काँग्रेस पक्षाचा पारंपरिक मतदार आहे. समाजाचा विश्वास कायम ठेवणार. त्यामुळे येत्या निवडणुकीत घड्याळ या चिन्हासमोरील बटन दाबून प्रचंड मताधिक्याने विजयी करावे, असे आवाहन त्यांनी केले.: [398, 390, 648, 472]
article-headline: कुंडलिक खांडेंचा झंझावाती प्रचार: [660, 682, 786, 714]
article-lead-paragraph: पक्षाचे अधिकृत उमेदवार कुंडलिक खांडे यांनी विविध देवस्थानांच्या परिसरातून प्रचाराचा नारळ फोडत विजयाचा निर्धार व्यक्त केला. प्रचार रॅलीमध्ये हजारो कार्यकर्ते सहभागी झाले होते. शिवसेनेचे मोठे संघटन असलेल्या बीड मतदारसंघात धनुष्यबाण चिन्हाला चांगला प्रतिसाद मिळत आहे. पहिल्या दिवसापासूनच प्रचाराचा झंझावात सुरू झाला असून ठिकठिकाणी पदयात्रा, कॉर्नर बैठका आणि गाठीभेटी यावर भर दिला जात आहे. कुंडलिक खांडे यांनी विकासाचा अजेंडा मतदारांसमोर मांडला. बीड शहराचा पाणी प्रश्न, रस्ते, आरोग्य आणि बेरोजगारी यावर काम करण्याचे आश्वासन त्यांनी दिले. श्री क्षेत्र नारायणगड, श्री क्षेत्र गहिनीनाथ गड, श्री क्षेत्र रामगड येथे दर्शन घेऊन त्यांनी प्रचाराला सुरुवात केली. यावेळी संतांच्या आशीर्वादाने ही निवडणूक जिंकू असा विश्वास त्यांनी व्यक्त केला. गावागावात ग्रामस्थांनी त्यांचे जल्लोषात स्वागत केले. महिलांनी औक्षण करून शुभेच्छा दिल्या. युवकांनी मोटारसायकल रॅली काढून प्रचारात रंग भरला. यावेळी जिल्हाप्रमुख, तालुकाप्रमुख, शहरप्रमुख, महिला आघाडी, युवासेना यांच्यासह सर्व पदाधिकारी उपस्थित होते. बीड मतदारसंघात परिवर्तन घडवण्यासाठी सर्वांनी एकजुटीने काम करावे, असे आवाहन करण्यात आले. कुंडलिक खांडे यांनी सांगितले की, सर्वसामान्य जनतेचा आवाज विधानसभेत पोहोचवण्यासाठी मी निवडणूक लढवत आहे. शिवसेनाप्रमुख बाळासाहेब ठाकरे यांच्या विचारांवर चालणारा मी शिवसैनिक आहे. जनतेच्या आशीर्वादाने बीडचा विकास करून दाखवेन.: [660, 718, 810, 999]
editorial-title: मदरसे ‘कबूल’: [185, 131, 315, 159]
article-headline: अजितदादा पवार हे अल्पसंख्याक: [398, 106, 577, 124]
